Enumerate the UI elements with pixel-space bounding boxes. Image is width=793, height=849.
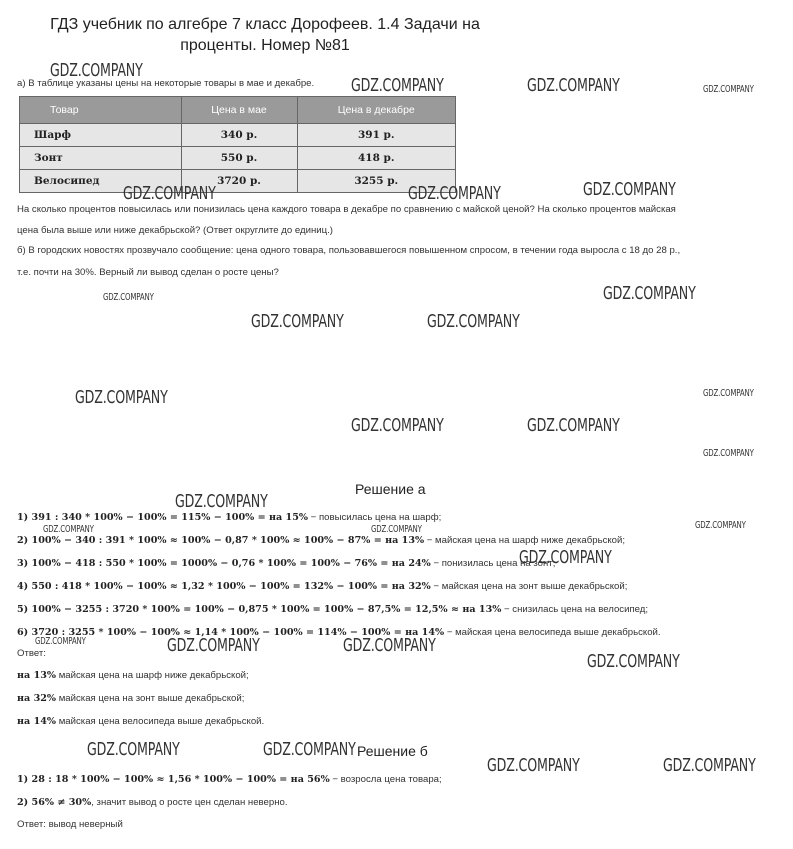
watermark: GDZ.COMPANY	[408, 183, 501, 204]
solution-b-heading: Решение б	[357, 743, 428, 759]
table-cell: 3255 р.	[297, 170, 455, 193]
watermark: GDZ.COMPANY	[167, 635, 260, 656]
solution-a-step	[17, 603, 648, 616]
step-text: − майская цена на шарф ниже декабрьской;	[424, 535, 626, 546]
watermark: GDZ.COMPANY	[603, 283, 696, 304]
step-formula: 2) 56% ≠ 30%	[17, 797, 92, 808]
table-cell: 418 р.	[297, 147, 455, 170]
answer-b: Ответ: вывод неверный	[17, 819, 123, 830]
solution-a-step	[17, 557, 555, 570]
table-cell: 340 р.	[181, 124, 297, 147]
column-header: Цена в декабре	[297, 97, 455, 124]
watermark: GDZ.COMPANY	[703, 388, 754, 399]
solution-a-step	[17, 511, 441, 524]
table-row	[20, 124, 456, 147]
watermark: GDZ.COMPANY	[487, 755, 580, 776]
answer-a-line	[17, 692, 244, 705]
watermark: GDZ.COMPANY	[351, 415, 444, 436]
task-a-intro: а) В таблице указаны цены на некоторые товары в мае и декабре.	[17, 78, 315, 89]
watermark: GDZ.COMPANY	[703, 84, 754, 95]
watermark: GDZ.COMPANY	[343, 635, 436, 656]
watermark: GDZ.COMPANY	[87, 739, 180, 760]
watermark: GDZ.COMPANY	[663, 755, 756, 776]
watermark: GDZ.COMPANY	[263, 739, 356, 760]
question-a-line: На сколько процентов повысилась или понизилась цена каждого товара в декабре по сравнению с майской ценой? На сколько процентов майская	[17, 204, 676, 215]
column-header: Товар	[20, 97, 182, 124]
solution-a-step	[17, 580, 627, 593]
answer-text: майская цена на шарф ниже декабрьской;	[56, 670, 249, 681]
step-text: − возросла цена товара;	[329, 774, 442, 785]
step-text: , значит вывод о росте цен сделан неверно.	[91, 797, 288, 808]
watermark: GDZ.COMPANY	[427, 311, 520, 332]
watermark: GDZ.COMPANY	[527, 75, 620, 96]
step-text: − понизилась цена на зонт;	[430, 558, 556, 569]
table-cell: 3720 р.	[181, 170, 297, 193]
watermark: GDZ.COMPANY	[519, 547, 612, 568]
answer-text: майская цена на зонт выше декабрьской;	[56, 693, 245, 704]
watermark: GDZ.COMPANY	[43, 524, 94, 535]
step-formula: 4) 550 : 418 * 100% − 100% ≈ 1,32 * 100% − 100% = 132% − 100% = на 32%	[17, 581, 431, 592]
table-cell: Зонт	[20, 147, 182, 170]
answer-value: на 13%	[17, 670, 57, 681]
step-formula: 3) 100% − 418 : 550 * 100% = 1000% − 0,76 * 100% = 100% − 76% = на 24%	[17, 558, 431, 569]
watermark: GDZ.COMPANY	[527, 415, 620, 436]
watermark: GDZ.COMPANY	[587, 651, 680, 672]
question-b-line: б) В городских новостях прозвучало сообщение: цена одного товара, пользовавшегося повышенном спросом, в течении года выросла с 18 до 28 р.,	[17, 245, 681, 256]
watermark: GDZ.COMPANY	[103, 292, 154, 303]
answer-a-label: Ответ:	[17, 648, 46, 659]
answer-a-line	[17, 715, 264, 728]
question-a-line: цена была выше или ниже декабрьской? (Ответ округлите до единиц.)	[17, 225, 333, 236]
watermark: GDZ.COMPANY	[251, 311, 344, 332]
watermark: GDZ.COMPANY	[583, 179, 676, 200]
question-b-line: т.е. почти на 30%. Верный ли вывод сделан о росте цены?	[17, 267, 279, 278]
step-formula: 1) 391 : 340 * 100% − 100% = 115% − 100% = на 15%	[17, 512, 309, 523]
watermark: GDZ.COMPANY	[175, 491, 268, 512]
solution-a-step	[17, 534, 625, 547]
step-text: − снизилась цена на велосипед;	[501, 604, 649, 615]
table-row	[20, 147, 456, 170]
answer-a-line	[17, 669, 249, 682]
answer-value: на 32%	[17, 693, 57, 704]
column-header: Цена в мае	[181, 97, 297, 124]
table-cell: 550 р.	[181, 147, 297, 170]
price-table	[19, 96, 456, 193]
step-formula: 2) 100% − 340 : 391 * 100% ≈ 100% − 0,87 * 100% ≈ 100% − 87% = на 13%	[17, 535, 425, 546]
answer-value: на 14%	[17, 716, 57, 727]
watermark: GDZ.COMPANY	[123, 183, 216, 204]
watermark: GDZ.COMPANY	[75, 387, 168, 408]
answer-text: майская цена велосипеда выше декабрьской.	[56, 716, 265, 727]
solution-b-step	[17, 796, 288, 809]
solution-b-step	[17, 773, 442, 786]
solution-a-step	[17, 626, 661, 639]
watermark: GDZ.COMPANY	[50, 60, 143, 81]
table-cell: Велосипед	[20, 170, 182, 193]
watermark: GDZ.COMPANY	[695, 520, 746, 531]
watermark: GDZ.COMPANY	[371, 524, 422, 535]
step-formula: 5) 100% − 3255 : 3720 * 100% = 100% − 0,875 * 100% = 100% − 87,5% = 12,5% ≈ на 13%	[17, 604, 502, 615]
table-cell: 391 р.	[297, 124, 455, 147]
page-title: ГДЗ учебник по алгебре 7 класс Дорофеев. 1.4 Задачи на проценты. Номер №81	[50, 16, 480, 54]
step-text: − повысилась цена на шарф;	[308, 512, 442, 523]
step-text: − майская цена на зонт выше декабрьской;	[430, 581, 628, 592]
watermark: GDZ.COMPANY	[35, 636, 86, 647]
step-formula: 6) 3720 : 3255 * 100% − 100% ≈ 1,14 * 100% − 100% = 114% − 100% = на 14%	[17, 627, 445, 638]
step-formula: 1) 28 : 18 * 100% − 100% ≈ 1,56 * 100% − 100% = на 56%	[17, 774, 330, 785]
solution-a-heading: Решение а	[355, 481, 426, 497]
table-cell: Шарф	[20, 124, 182, 147]
step-text: − майская цена велосипеда выше декабрьской.	[444, 627, 661, 638]
watermark: GDZ.COMPANY	[351, 75, 444, 96]
table-header-row	[20, 97, 456, 124]
watermark: GDZ.COMPANY	[703, 448, 754, 459]
table-row	[20, 170, 456, 193]
